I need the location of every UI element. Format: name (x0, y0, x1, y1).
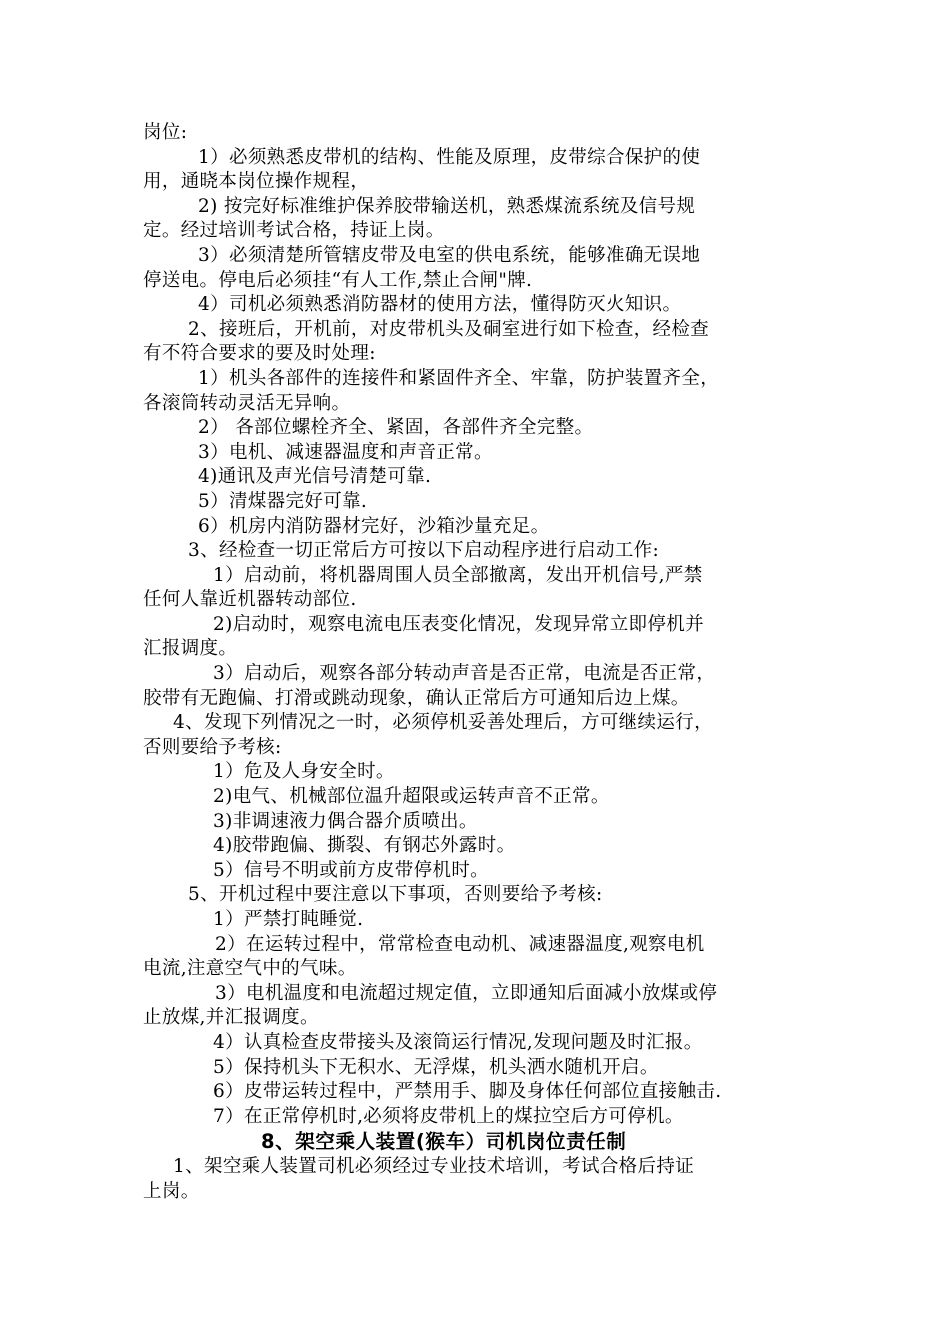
text-line: 定。经过培训考试合格，持证上岗。 (143, 220, 445, 242)
text-line: 3）电机温度和电流超过规定值，立即通知后面减小放煤或停 (215, 982, 718, 1004)
text-line: 2、接班后，开机前，对皮带机头及硐室进行如下检查，经检查 (188, 318, 710, 340)
text-line: 7）在正常停机时,必须将皮带机上的煤拉空后方可停机。 (213, 1105, 684, 1127)
text-line: 1）危及人身安全时。 (213, 761, 395, 783)
section-heading: 8、架空乘人装置(猴车）司机岗位责任制 (261, 1130, 627, 1154)
text-line: 3）电机、减速器温度和声音正常。 (198, 441, 493, 463)
text-line: 1、架空乘人装置司机必须经过专业技术培训，考试合格后持证 (173, 1156, 695, 1178)
text-line: 4）认真检查皮带接头及滚筒运行情况,发现问题及时汇报。 (213, 1031, 703, 1053)
text-line: 汇报调度。 (143, 638, 238, 660)
text-line: 1）启动前，将机器周围人员全部撤离，发出开机信号,严禁 (213, 564, 703, 586)
text-line: 1）机头各部件的连接件和紧固件齐全、牢靠，防护装置齐全， (198, 367, 720, 389)
text-line: 电流,注意空气中的气味。 (143, 958, 357, 980)
text-line: 有不符合要求的要及时处理: (143, 343, 376, 365)
text-line: 6）机房内消防器材完好，沙箱沙量充足。 (198, 515, 550, 537)
text-line: 否则要给予考核: (143, 736, 282, 758)
text-line: 任何人靠近机器转动部位. (143, 589, 357, 611)
text-line: 3）启动后，观察各部分转动声音是否正常，电流是否正常， (213, 663, 716, 685)
text-line: 3）必须清楚所管辖皮带及电室的供电系统，能够准确无误地 (198, 244, 701, 266)
text-line: 止放煤,并汇报调度。 (143, 1007, 319, 1029)
text-line: 1）严禁打盹睡觉. (213, 909, 364, 930)
text-line: 5）保持机头下无积水、无浮煤，机头洒水随机开启。 (213, 1056, 659, 1078)
text-line: 2)启动时，观察电流电压表变化情况，发现异常立即停机并 (213, 613, 704, 635)
text-line: 各滚筒转动灵活无异响。 (143, 392, 351, 414)
text-line: 3)非调速液力偶合器介质喷出。 (213, 810, 478, 832)
text-line: 3、经检查一切正常后方可按以下启动程序进行启动工作: (188, 540, 660, 562)
text-line: 4、发现下列情况之一时，必须停机妥善处理后，方可继续运行， (173, 712, 713, 734)
text-line: 4)胶带跑偏、撕裂、有钢芯外露时。 (213, 835, 516, 857)
text-line: 5）信号不明或前方皮带停机时。 (213, 859, 490, 881)
text-line: 2） 各部位螺栓齐全、紧固，各部件齐全完整。 (198, 417, 594, 439)
text-line: 停送电。停电后必须挂“有人工作,禁止合闸"牌. (143, 269, 533, 291)
text-line: 胶带有无跑偏、打滑或跳动现象，确认正常后方可通知后边上煤。 (143, 687, 690, 709)
text-line: 4）司机必须熟悉消防器材的使用方法，懂得防灭火知识。 (198, 294, 682, 316)
text-line: 5）清煤器完好可靠. (198, 490, 368, 512)
text-line: 1）必须熟悉皮带机的结构、性能及原理，皮带综合保护的使 (198, 146, 701, 168)
text-line: 2)电气、机械部位温升超限或运转声音不正常。 (213, 786, 610, 808)
text-line: 6）皮带运转过程中，严禁用手、脚及身体任何部位直接触击. (213, 1081, 722, 1103)
text-line: 用，通晓本岗位操作规程， (143, 171, 370, 193)
text-line: 上岗。 (143, 1180, 200, 1202)
text-line: 岗位: (143, 122, 188, 143)
text-line: 4)通讯及声光信号清楚可靠. (198, 466, 432, 488)
text-line: 2) 按完好标准维护保养胶带输送机，熟悉煤流系统及信号规 (198, 195, 696, 217)
text-line: 5、开机过程中要注意以下事项，否则要给予考核: (188, 884, 603, 906)
text-line: 2）在运转过程中，常常检查电动机、减速器温度,观察电机 (215, 933, 705, 955)
